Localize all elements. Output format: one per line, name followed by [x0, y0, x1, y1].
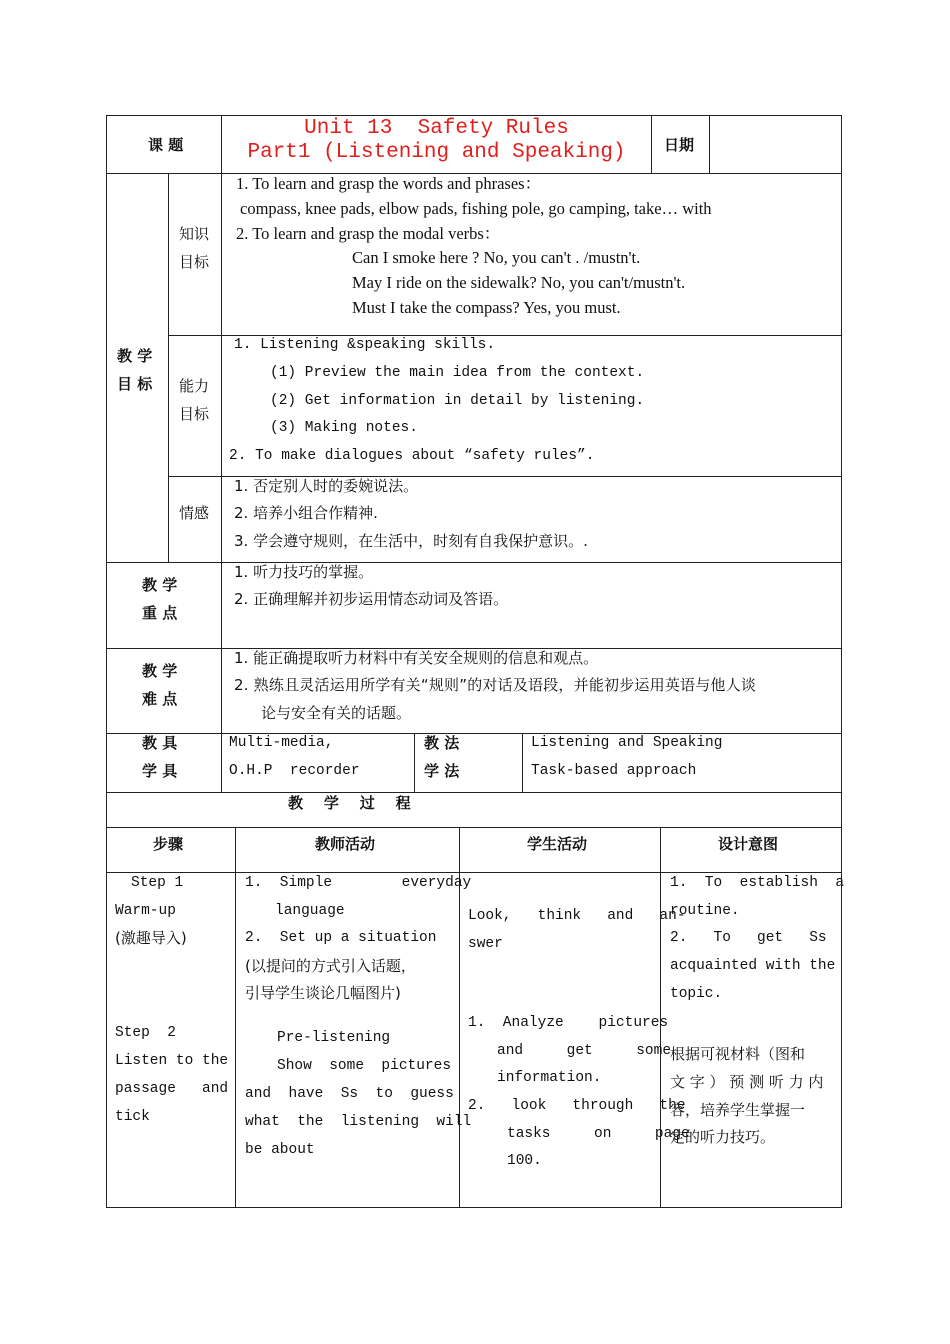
- emotion-line: 1. 否定别人时的委婉说法。: [234, 477, 419, 495]
- difficulties-line: 2. 熟练且灵活运用所学有关“规则”的对话及语段，并能初步运用英语与他人谈: [234, 676, 757, 694]
- column-header-intent: 设计意图: [718, 835, 779, 853]
- teacher-text: Show some pictures: [277, 1058, 452, 1074]
- table-border-right: [841, 115, 842, 1208]
- tools-line: O.H.P recorder: [229, 763, 360, 779]
- intent-text: 文 字 ） 预 测 听 力 内: [670, 1073, 824, 1091]
- method-line: Task-based approach: [531, 763, 697, 779]
- emotion-line: 2. 培养小组合作精神.: [234, 504, 378, 522]
- student-text: Look, think and an-: [468, 908, 686, 924]
- teacher-text: be about: [245, 1142, 315, 1158]
- step-text: Step 2: [115, 1025, 176, 1041]
- tools-label-line1: 教 具: [142, 734, 178, 752]
- teacher-text: 2. Set up a situation: [245, 930, 437, 946]
- col-divider: [235, 827, 236, 1208]
- teacher-text: Pre-listening: [277, 1030, 391, 1046]
- intent-text: 定的听力技巧。: [670, 1128, 776, 1146]
- intent-text: 2. To get Ss: [670, 930, 827, 946]
- difficulties-line: 1. 能正确提取听力材料中有关安全规则的信息和观点。: [234, 649, 599, 667]
- table-border-top: [106, 115, 842, 116]
- knowledge-label-line1: 知识: [179, 225, 210, 243]
- lesson-title: [222, 117, 651, 165]
- keypoints-line: 2. 正确理解并初步运用情态动词及答语。: [234, 590, 509, 608]
- step-text: passage and: [115, 1081, 229, 1097]
- process-title: 教 学 过 程: [288, 794, 411, 812]
- tools-label-line2: 学 具: [142, 762, 178, 780]
- intent-text: routine.: [670, 903, 740, 919]
- ability-line: (3) Making notes.: [270, 420, 418, 436]
- objectives-label-line2: 目 标: [117, 375, 153, 393]
- difficulties-label-line2: 难 点: [142, 690, 178, 708]
- column-header-student: 学生活动: [527, 835, 588, 853]
- col-divider: [414, 733, 415, 793]
- col-divider: [221, 115, 222, 793]
- teacher-text: what the listening will: [245, 1114, 472, 1130]
- subject-label: 课 题: [148, 136, 184, 154]
- student-text: 1. Analyze pictures: [468, 1015, 669, 1031]
- column-header-teacher: 教师活动: [315, 835, 376, 853]
- emotion-line: 3. 学会遵守规则，在生活中，时刻有自我保护意识。.: [234, 532, 588, 550]
- student-text: 100.: [507, 1153, 542, 1169]
- knowledge-line: May I ride on the sidewalk? No, you can't/mustn't.: [352, 273, 686, 292]
- intent-text: 1. To establish a: [670, 875, 845, 891]
- keypoints-label-line2: 重 点: [142, 604, 178, 622]
- teacher-text: (以提问的方式引入话题，: [245, 957, 416, 975]
- step-text: tick: [115, 1109, 150, 1125]
- col-divider: [522, 733, 523, 793]
- intent-text: acquainted with the: [670, 958, 836, 974]
- teacher-text: 引导学生谈论几幅图片): [245, 984, 401, 1002]
- keypoints-line: 1. 听力技巧的掌握。: [234, 563, 374, 581]
- step-text: Warm-up: [115, 903, 176, 919]
- knowledge-label-line2: 目标: [179, 253, 210, 271]
- column-header-steps: 步骤: [153, 835, 184, 853]
- step-text: Listen to the: [115, 1053, 229, 1069]
- objectives-label-line1: 教 学: [117, 347, 153, 365]
- method-line: Listening and Speaking: [531, 735, 723, 751]
- table-border-left: [106, 115, 107, 1208]
- intent-text: 容，培养学生掌握一: [670, 1101, 806, 1119]
- col-divider: [651, 115, 652, 174]
- student-text: information.: [497, 1070, 602, 1086]
- intent-text: 根据可视材料（图和: [670, 1045, 806, 1063]
- step-text: Step 1: [131, 875, 184, 891]
- difficulties-line: 论与安全有关的话题。: [261, 704, 412, 722]
- row-divider: [106, 562, 842, 563]
- row-divider: [106, 792, 842, 793]
- row-divider: [106, 827, 842, 828]
- ability-label-line1: 能力: [179, 377, 210, 395]
- ability-line: (2) Get information in detail by listening.: [270, 393, 645, 409]
- teacher-text: language: [275, 903, 345, 919]
- knowledge-line: compass, knee pads, elbow pads, fishing pole, go camping, take… with: [240, 199, 712, 218]
- knowledge-line: 2. To learn and grasp the modal verbs：: [236, 224, 501, 243]
- method-label-line2: 学 法: [424, 762, 460, 780]
- table-border-bottom: [106, 1207, 842, 1208]
- step-text: (激趣导入): [115, 929, 187, 947]
- student-text: swer: [468, 936, 503, 952]
- knowledge-line: Can I smoke here ? No, you can't . /mustn't.: [352, 248, 641, 267]
- knowledge-line: 1. To learn and grasp the words and phrases：: [236, 174, 542, 193]
- knowledge-line: Must I take the compass? Yes, you must.: [352, 298, 621, 317]
- lesson-title-line2: Part1 (Listening and Speaking): [247, 141, 626, 164]
- student-text: and get some: [497, 1043, 672, 1059]
- tools-line: Multi-media,: [229, 735, 334, 751]
- student-text: tasks on page: [507, 1126, 690, 1142]
- teacher-text: 1. Simple everyday: [245, 875, 472, 891]
- ability-line: 1. Listening &speaking skills.: [234, 337, 496, 353]
- method-label-line1: 教 法: [424, 734, 460, 752]
- ability-line: (1) Preview the main idea from the context.: [270, 365, 645, 381]
- student-text: 2. look through the: [468, 1098, 686, 1114]
- emotion-label: 情感: [179, 504, 210, 522]
- date-label: 日期: [664, 136, 695, 154]
- row-divider: [106, 733, 842, 734]
- lesson-title-line1: Unit 13 Safety Rules: [304, 117, 569, 140]
- col-divider: [709, 115, 710, 174]
- intent-text: topic.: [670, 986, 723, 1002]
- difficulties-label-line1: 教 学: [142, 662, 178, 680]
- teacher-text: and have Ss to guess: [245, 1086, 454, 1102]
- ability-line: 2. To make dialogues about “safety rules”.: [229, 448, 595, 464]
- col-divider: [168, 173, 169, 563]
- ability-label-line2: 目标: [179, 405, 210, 423]
- keypoints-label-line1: 教 学: [142, 576, 178, 594]
